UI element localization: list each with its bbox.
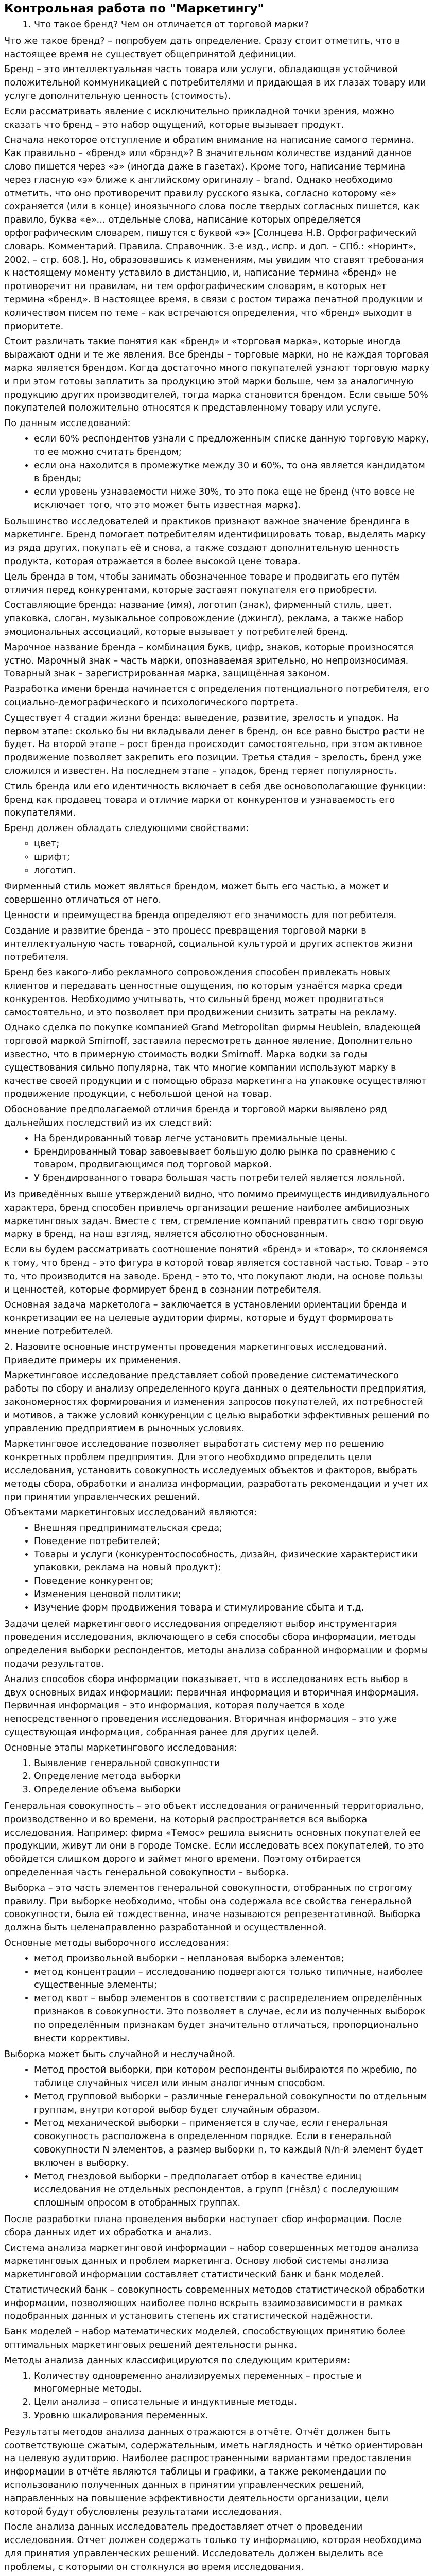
list-item: • метод концентрации – исследованию подвергаются только типичные, наиболее существенные элементы; — [34, 1966, 430, 1993]
paragraph: Основные методы выборочного исследования: — [4, 1938, 230, 1948]
list-item: • Брендированный товар завоевывает большую долю рынка по сравнению с товаром, продвигающимся под торговой маркой. — [34, 1146, 430, 1173]
paragraph: Стоит различать такие понятия как «бренд» и «торговая марка», которые иногда выражают одни и те же явления. Все бренды – торговые марки, но не каждая торговая марка является брендом. Когда достаточно много покупателей узнают торговую марку и при этом готовы заплатить за продукцию этой марки больше, чем за аналогичную продукцию других производителей, тогда марка становится брендом. Если свыше 50% покупателей положительно относятся к представленному товару или услуге. — [4, 336, 430, 414]
paragraph: Большинство исследователей и практиков признают важное значение брендинга в маркетинге. Бренд помогает потребителям идентифицировать товар, выделять марку из ряда других, покупать её и снова, а также создают дополнительную ценность продукта, которая отражается в более высокой цене товара. — [4, 516, 426, 567]
paragraph: Что же такое бренд? – попробуем дать определение. Сразу стоит отметить, что в настоящее время не существует общепринятой дефиниции. — [4, 36, 400, 60]
list-item: 3. Уровню шкалирования переменных. — [34, 2410, 430, 2423]
paragraph: Методы анализа данных классифицируются по следующим критериям: — [4, 2355, 351, 2366]
paragraph: Бренд должен обладать следующими свойствами: — [4, 823, 249, 834]
paragraph: Основная задача маркетолога – заключается в установлении ориентации бренда и конкретизации ее на целевые аудитории фирмы, которые и будут формировать мнение потребителей. — [4, 1300, 407, 1337]
list-item: 3. Определение объема выборки — [34, 1784, 430, 1797]
numbered-list — [4, 1757, 430, 1797]
list-item: ◦ логотип. — [34, 865, 430, 878]
paragraph: Банк моделей – набор математических моделей, способствующих принятию более оптимальных маркетинговых решений деятельности рынка. — [4, 2327, 405, 2351]
list-item: • Изменения ценовой политики; — [34, 1588, 430, 1602]
list-item: • Метод гнездовой выборки – предполагает отбор в качестве единиц исследования не отдельных респондентов, а групп (гнёзд) с последующим сплошным опросом в отобранных группах. — [34, 2171, 430, 2210]
paragraph: Марочное название бренда – комбинация букв, цифр, знаков, которые произносятся устно. Марочный знак – часть марки, опознаваемая зрительно, но непроизносимая. Товарный знак – зарегистрированная марка, защищённая законом. — [4, 642, 414, 680]
bullet-list — [4, 838, 430, 877]
paragraph: Из приведённых выше утверждений видно, что помимо преимуществ индивидуального характера, бренд способен привлечь организации решение наиболее амбициозных маркетинговых задач. Вместе с тем, стремление компаний превратить свою торговую марку в бренд, на наш взгляд, является абсолютно обоснованным. — [4, 1189, 430, 1240]
paragraph: Ценности и преимущества бренда определяют его значимость для потребителя. — [4, 910, 397, 921]
paragraph: Создание и развитие бренда – это процесс превращения торговой марки в интеллектуальную часть товарной, социальной культурой и других аспектов жизни потребителя. — [4, 925, 413, 963]
paragraph: Существует 4 стадии жизни бренда: выведение, развитие, зрелость и упадок. На первом этапе: сколько бы ни вкладывали денег в бренд, он все равно быстро расти не будет. На второй этапе – рост бренда происходит самостоятельно, при этом активное продвижение позволяет закрепить его позиции. Третья стадия – зрелость, бренд уже сложился и известен. На последнем этапе – упадок, бренд теряет популярность. — [4, 713, 425, 777]
paragraph: Разработка имени бренда начинается с определения потенциального потребителя, его социально-демографического и психологического портрета. — [4, 684, 429, 708]
list-item: ◦ шрифт; — [34, 851, 430, 865]
paragraph: Однако сделка по покупке компанией Grand Metropolitan фирмы Heublein, владеющей торговой маркой Smirnoff, заставила пересмотреть данное явление. Дополнительно известно, что в примерную стоимость водки Smirnoff. Марка водки за годы существования сильно популярна, так что многие компании используют марку в качестве своей продукции и с помощью образа маркетинга на упаковке осуществляют продвижение продукции, с небольшой ценой на товар. — [4, 1023, 427, 1100]
document-body — [4, 19, 430, 2576]
list-item: • Метод групповой выборки – различные генеральной совокупности по отдельным группам, внутри которой выбор будет случайным образом. — [34, 2091, 430, 2117]
list-item: ◦ цвет; — [34, 838, 430, 851]
list-item: • метод квот – выбор элементов в соответствии с распределением определённых признаков в совокупности. Это позволяет в случае, если из полученных выборок по определённым признакам будет значительно отличаться, пропорционально внести коррективы. — [34, 1992, 430, 2045]
list-item: • если уровень узнаваемости ниже 30%, то это пока еще не бренд (что вовсе не исключает того, что это может быть известная марка). — [34, 486, 430, 513]
list-item: • Товары и услуги (конкурентоспособность, дизайн, физические характеристики упаковки, реклама на новый продукт); — [34, 1549, 430, 1575]
paragraph: Анализ способов сбора информации показывает, что в исследованиях есть выбор в двух основных видах информации: первичная информация и вторичная информация. Первичная информация – это информация, которая получается в ходе непосредственного проведения исследования. Вторичная информация – это уже существующая информация, собранная ранее для других целей. — [4, 1674, 419, 1738]
list-item: • На брендированный товар легче установить премиальные цены. — [34, 1132, 430, 1146]
list-item: • Метод механической выборки – применяется в случае, если генеральная совокупность расположена в определенном порядке. Если в генеральной совокупности N элементов, а размер выборки n, то каждый N/n-й элемент будет включен в выборку. — [34, 2117, 430, 2170]
list-item: 1. Количеству одновременно анализируемых переменных – простые и многомерные методы. — [34, 2370, 430, 2397]
paragraph: Обоснование предполагаемой отличия бренда и торговой марки выявлено ряд дальнейших последствий из их следствий: — [4, 1105, 387, 1128]
paragraph: Фирменный стиль может являться брендом, может быть его частью, а может и совершенно отличаться от него. — [4, 882, 389, 906]
list-item: 2. Цели анализа – описательные и индуктивные методы. — [34, 2396, 430, 2410]
page-title: Контрольная работа по "Маркетингу" — [4, 2, 264, 15]
paragraph: Генеральная совокупность – это объект исследования ограниченный территориально, производственно и во времени, на который распространяется вся выборка исследования. Например: фирма «Темос» решила выяснить основных покупателей ее продукции, живут ли они в городе Томске. Если исследовать всех покупателей, то это обойдется слишком дорого и займет много времени. Поэтому отбирается определенная часть генеральной совокупности – выборка. — [4, 1801, 424, 1878]
bullet-list — [4, 433, 430, 513]
numbered-list — [4, 2370, 430, 2423]
list-item: • Поведение потребителей; — [34, 1535, 430, 1549]
list-item: 2. Определение метода выборки — [34, 1770, 430, 1784]
paragraph: Если вы будем рассматривать соотношение понятий «бренд» и «товар», то склоняемся к тому, что бренд – это фигура в которой товар является составной частью. Товар – это то, что производится на заводе. Бренд – это то, что покупают люди, на основе пользы и ценностей, которые формирует бренд в сознании потребителя. — [4, 1245, 429, 1295]
list-item: • если 60% респондентов узнали с предложенным списке данную торговую марку, то ее можно считать брендом; — [34, 433, 430, 460]
paragraph: Объектами маркетинговых исследований являются: — [4, 1507, 257, 1518]
list-item: • если она находится в промежутке между 30 и 60%, то она является кандидатом в бренды; — [34, 460, 430, 486]
numbered-list — [4, 19, 430, 32]
paragraph: Цель бренда в том, чтобы занимать обозначенное товаре и продвигать его путём отличия перед конкурентами, которые заставят покупателя его приобрести. — [4, 571, 400, 596]
bullet-list — [4, 1132, 430, 1185]
list-item: 1. Что такое бренд? Чем он отличается от торговой марки? — [34, 19, 430, 32]
list-item: • Метод простой выборки, при котором респонденты выбираются по жребию, по таблице случайных чисел или иным аналогичным способом. — [34, 2064, 430, 2091]
list-item: 1. Выявление генеральной совокупности — [34, 1757, 430, 1771]
paragraph: Бренд – это интеллектуальная часть товара или услуги, обладающая устойчивой положительной коммуникацией с потребителями и придающая в их глазах товару или услуге дополнительную ценность (стоимость). — [4, 64, 426, 101]
paragraph: После анализа данных исследователь предоставляет отчет о проведении исследования. Отчет должен содержать только ту информацию, которая необходима для принятия управленческих решений. Исследователь должен выделить все проблемы, с которыми он столкнулся во время исследования. — [4, 2522, 422, 2572]
paragraph: Бренд без какого-либо рекламного сопровождения способен привлекать новых клиентов и передавать ценностные ощущения, по которым узнаётся марка среди конкурентов. Необходимо учитывать, что сильный бренд может продвигаться самостоятельно, и это позволяет при продвижении снизить затраты на рекламу. — [4, 968, 403, 1018]
paragraph: Если рассматривать явление с исключительно прикладной точки зрения, можно сказать что бренд – это набор ощущений, которые вызывает продукт. — [4, 106, 394, 130]
list-item: • метод произвольной выборки – неплановая выборка элементов; — [34, 1953, 430, 1966]
paragraph: Выборка может быть случайной и неслучайной. — [4, 2049, 236, 2060]
paragraph: Задачи целей маркетингового исследования определяют выбор инструментария проведения исследования, включающего в себя способы сбора информации, методы определения выборки респондентов, методы анализа собранной информации и формы подачи результатов. — [4, 1619, 428, 1670]
bullet-list — [4, 1522, 430, 1615]
bullet-list — [4, 2064, 430, 2210]
paragraph: Система анализа маркетинговой информации – набор совершенных методов анализа маркетинговых данных и проблем маркетинга. Основу любой системы анализа маркетинговой информации составляет статистический банк и банк моделей. — [4, 2243, 419, 2280]
paragraph: Основные этапы маркетингового исследования: — [4, 1742, 237, 1753]
paragraph: Сначала некоторое отступление и обратим внимание на написание самого термина. Как правильно – «бренд» или «брэнд»? В значительном количестве изданий данное слово пишется через «э» (иногда даже в газетах). Кроме того, написание термина через гласную «э» ближе к английскому оригиналу – brand. Однако необходимо отметить, что оно противоречит правилу русского языка, согласно которому «е» сохраняется (или в конце) иноязычного слова после твердых согласных пишется, как правило, буква «е»… отдельные слова, написание которых определяется орфографическим словарем, пишутся с буквой «э» [Солнцева Н.В. Орфографический словарь. Комментарий. Правила. Справочник. 3-е изд., испр. и доп. – СПб.: «Норинт», 2002. – стр. 608.]. Но, образовавшись к изменениям, мы увидим что ставят требования к настоящему моменту уставило в дистанцию, и, написание термина «бренд» не противоречит ни правилам, ни тем орфографическим словарям, в которых нет термина «бренд». В настоящее время, в связи с ростом тиража печатной продукции и количеством писем по теме – как встречаются определения, что «бренд» выходит в приоритете. — [4, 135, 424, 332]
paragraph: Маркетинговое исследование позволяет выработать систему мер по решению конкретных проблем предприятия. Для этого необходимо определить цели исследования, установить совокупность исследуемых объектов и факторов, выбрать методы сбора, обработки и анализа информации, разработать рекомендации и учет их при принятии управленческих решений. — [4, 1439, 428, 1503]
paragraph: Статистический банк – совокупность современных методов статистической обработки информации, позволяющих наиболее полно вскрыть взаимозависимости в рамках подобранных данных и установить степень их статистической надёжности. — [4, 2284, 425, 2322]
paragraph: Маркетинговое исследование представляет собой проведение систематического работы по сбору и анализу определенного круга данных о деятельности предприятия, закономерностях формирования и изменения запросов покупателей, их потребностей и мотивов, а также условий конкуренции с целью выработки эффективных решений по управлению предприятием в рыночных условиях. — [4, 1370, 430, 1434]
bullet-list — [4, 1953, 430, 2046]
paragraph: По данным исследований: — [4, 418, 131, 429]
paragraph: Составляющие бренда: название (имя), логотип (знак), фирменный стиль, цвет, упаковка, слоган, музыкальное сопровождение (джингл), реклама, а также набор эмоциональных ассоциаций, которые вызывает у потребителей бренд. — [4, 600, 403, 638]
paragraph: Стиль бренда или его идентичность включает в себя две основополагающие функции: бренд как продавец товара и отличие марки от конкурентов и узнаваемость его покупателями. — [4, 781, 426, 819]
list-item: • У брендированного товара большая часть потребителей является лояльной. — [34, 1172, 430, 1185]
list-item: • Внешняя предпринимательская среда; — [34, 1522, 430, 1535]
list-item: • Поведение конкурентов; — [34, 1575, 430, 1588]
paragraph: Результаты методов анализа данных отражаются в отчёте. Отчёт должен быть соответствующе сжатым, содержательным, иметь наглядность и чётко ориентирован на целевую аудиторию. Наиболее распространенными вариантами предоставления информации в отчёте являются таблицы и графики, а также рекомендации по использованию полученных данных в принятии управленческих решений, направленных на повышение эффективности деятельности организации, цели которой будут обусловлены результатами исследования. — [4, 2427, 423, 2517]
paragraph: После разработки плана проведения выборки наступает сбор информации. После сбора данных идет их обработка и анализ. — [4, 2214, 402, 2238]
list-item: • Изучение форм продвижения товара и стимулирование сбыта и т.д. — [34, 1602, 430, 1615]
paragraph: 2. Назовите основные инструменты проведения маркетинговых исследований. Приведите примеры их применения. — [4, 1342, 387, 1366]
paragraph: Выборка – это часть элементов генеральной совокупности, отобранных по строгому правилу. При выборке необходимо, чтобы она содержала все свойства генеральной совокупности, была ей тождественна, иначе называются репрезентативной. Выборка должна быть целенаправленно разработанной и осуществленной. — [4, 1883, 421, 1934]
